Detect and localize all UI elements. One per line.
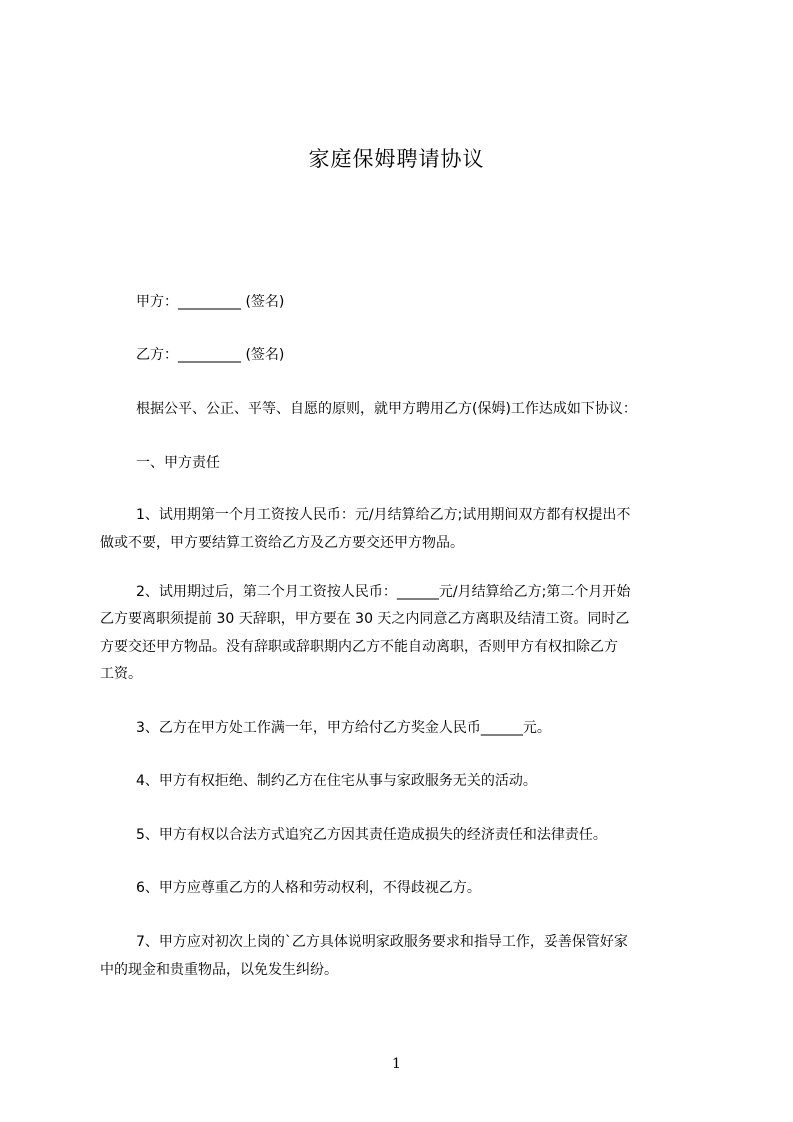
section-heading-party-a-duties: 一、甲方责任 [136,455,220,471]
clause-6: 6、甲方应尊重乙方的人格和劳动权利，不得歧视乙方。 [136,880,481,896]
clause-5: 5、甲方有权以合法方式追究乙方因其责任造成损失的经济责任和法律责任。 [136,827,607,843]
clause-1-line-1: 1、试用期第一个月工资按人民币：元/月结算给乙方;试用期间双方都有权提出不 [136,507,631,523]
clause-1-line-2: 做或不要，甲方要结算工资给乙方及乙方要交还甲方物品。 [100,535,464,551]
document-title: 家庭保姆聘请协议 [308,147,485,171]
clause-2-line-3: 方要交还甲方物品。没有辞职或辞职期内乙方不能自动离职，否则甲方有权扣除乙方 [100,639,618,655]
clause-2-line-4: 工资。 [100,666,142,682]
clause-7-line-2: 中的现金和贵重物品，以免发生纠纷。 [100,962,338,978]
party-a-line: 甲方：_________ (签名) [136,294,285,310]
clause-2-line-1: 2、试用期过后，第二个月工资按人民币：______元/月结算给乙方;第二个月开始 [136,584,631,600]
clause-3: 3、乙方在甲方处工作满一年，甲方给付乙方奖金人民币______元。 [136,720,551,736]
party-b-line: 乙方：_________ (签名) [136,347,285,363]
clause-2-line-2: 乙方要离职须提前 30 天辞职，甲方要在 30 天之内同意乙方离职及结清工资。同时乙 [100,611,630,627]
preamble: 根据公平、公正、平等、自愿的原则，就甲方聘用乙方(保姆)工作达成如下协议： [136,401,637,417]
page-number: 1 [392,1056,401,1072]
clause-4: 4、甲方有权拒绝、制约乙方在住宅从事与家政服务无关的活动。 [136,773,537,789]
clause-7-line-1: 7、甲方应对初次上岗的`乙方具体说明家政服务要求和指导工作，妥善保管好家 [136,934,628,950]
